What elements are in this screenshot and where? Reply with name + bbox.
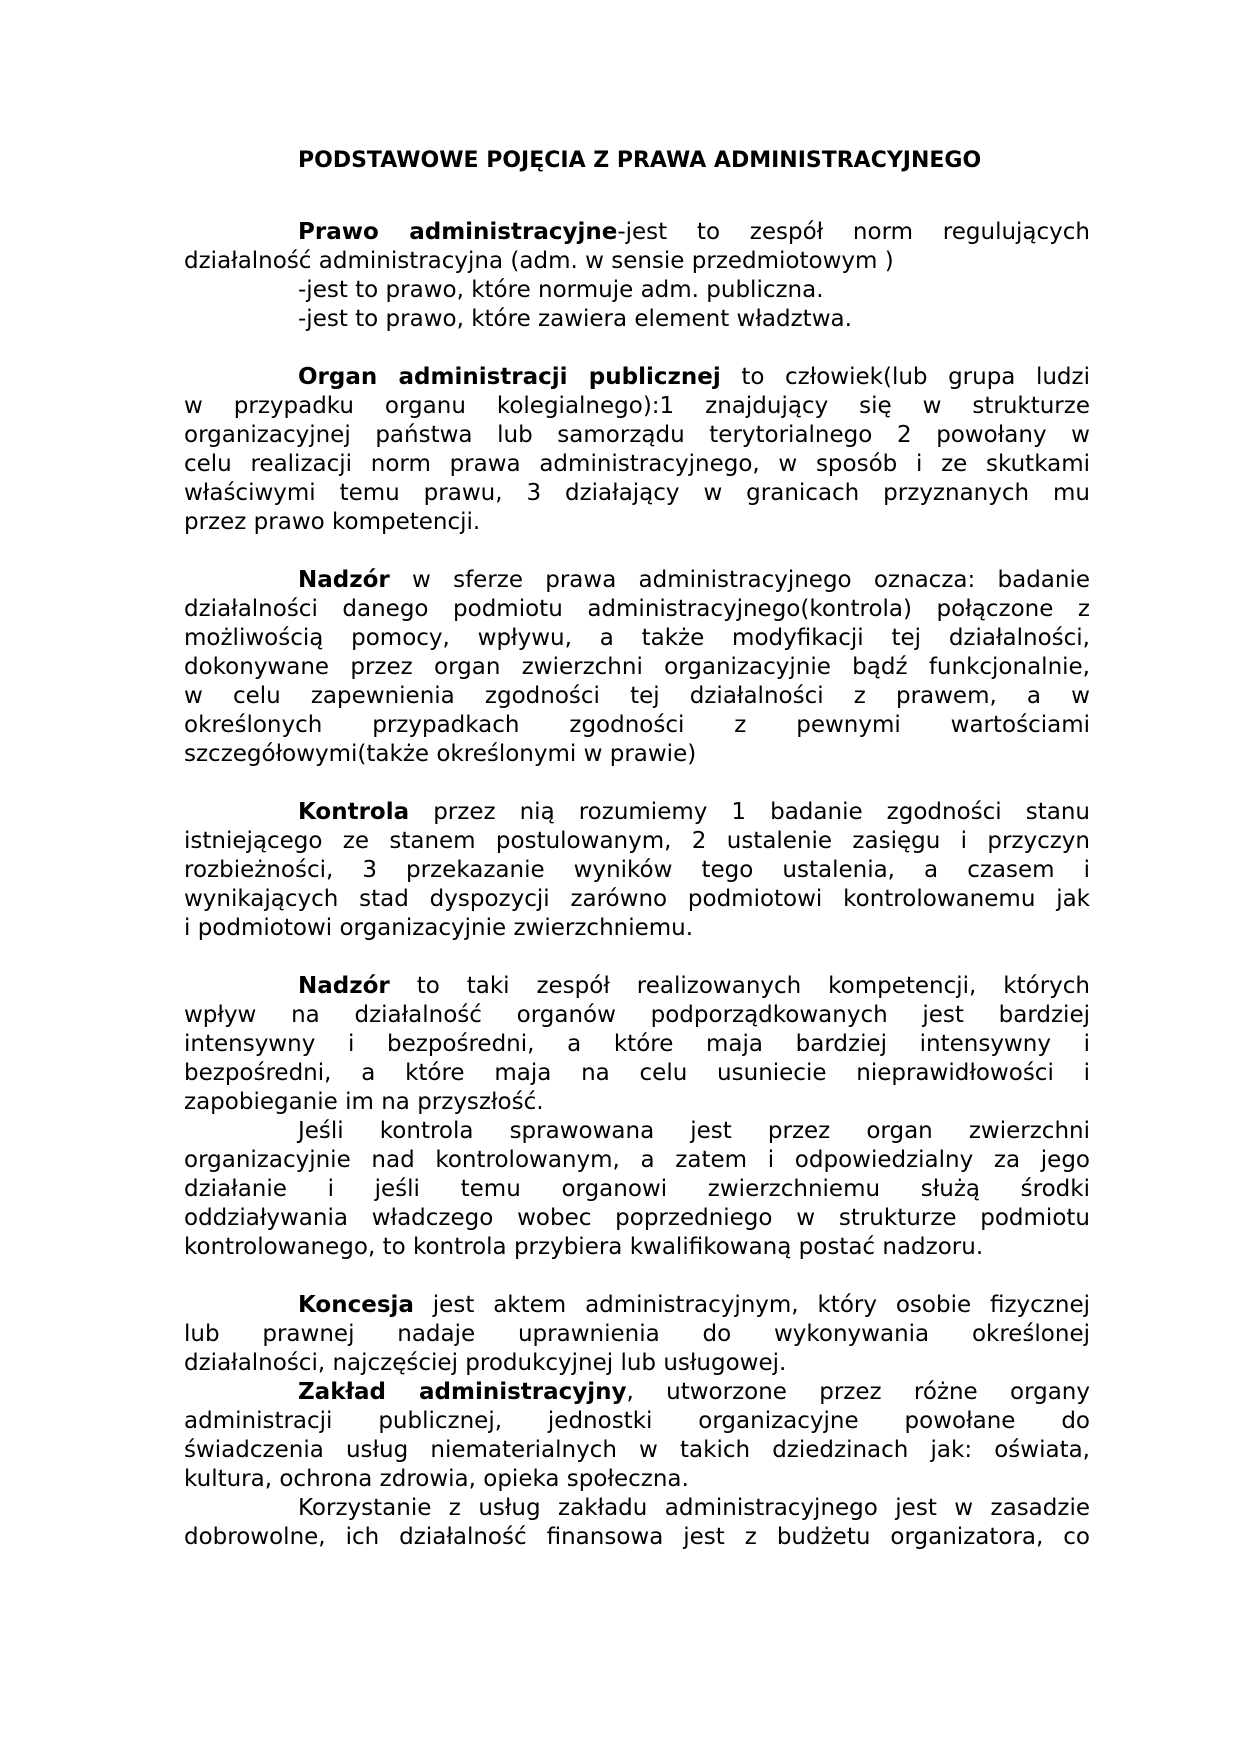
text-line: w przypadku organu kolegialnego):1 znajdujący się w strukturze <box>184 393 1090 419</box>
text-line: i podmiotowi organizacyjnie zwierzchniemu. <box>184 915 694 941</box>
paragraph-nadzor-1 <box>184 566 1090 769</box>
text-line: określonych przypadkach zgodności z pewnymi wartościami <box>184 712 1090 738</box>
text-line: Prawo administracyjne-jest to zespół norm regulujących <box>298 219 1090 245</box>
text-line: Zakład administracyjny, utworzone przez różne organy <box>298 1379 1090 1405</box>
term-bold: Prawo administracyjne <box>298 219 618 245</box>
paragraph-kontrola <box>184 798 1090 943</box>
text-line: działalność administracyjna (adm. w sensie przedmiotowym ) <box>184 248 894 274</box>
text-line: świadczenia usług niematerialnych w takich dziedzinach jak: oświata, <box>184 1437 1090 1463</box>
text-line: działanie i jeśli temu organowi zwierzchniemu służą środki <box>184 1176 1090 1202</box>
document-page <box>184 146 1090 1552</box>
paragraph-zaklad-administracyjny <box>184 1378 1090 1552</box>
text-line: Koncesja jest aktem administracyjnym, który osobie fizycznej <box>298 1292 1090 1318</box>
text-line: -jest to prawo, które normuje adm. publiczna. <box>298 277 824 303</box>
text-line: w celu zapewnienia zgodności tej działalności z prawem, a w <box>184 683 1090 709</box>
term-bold: Organ administracji publicznej <box>298 364 721 390</box>
paragraph-prawo-administracyjne <box>184 218 1090 334</box>
paragraph-koncesja <box>184 1291 1090 1378</box>
text-line: celu realizacji norm prawa administracyjnego, w sposób i ze skutkami <box>184 451 1090 477</box>
text-line: działalności, najczęściej produkcyjnej lub usługowej. <box>184 1350 787 1376</box>
text-line: -jest to prawo, które zawiera element władztwa. <box>298 306 852 332</box>
text-line: Kontrola przez nią rozumiemy 1 badanie zgodności stanu <box>298 799 1090 825</box>
text-line: zapobieganie im na przyszłość. <box>184 1089 544 1115</box>
text-line: wpływ na działalność organów podporządkowanych jest bardziej <box>184 1002 1090 1028</box>
text-line: Korzystanie z usług zakładu administracyjnego jest w zasadzie <box>298 1495 1090 1521</box>
term-bold: Koncesja <box>298 1292 414 1318</box>
text-line: lub prawnej nadaje uprawnienia do wykonywania określonej <box>184 1321 1090 1347</box>
text-line: dobrowolne, ich działalność finansowa jest z budżetu organizatora, co <box>184 1524 1090 1550</box>
text-line: Organ administracji publicznej to człowiek(lub grupa ludzi <box>298 364 1090 390</box>
text-line: kontrolowanego, to kontrola przybiera kwalifikowaną postać nadzoru. <box>184 1234 984 1260</box>
text-line: dokonywane przez organ zwierzchni organizacyjnie bądź funkcjonalnie, <box>184 654 1090 680</box>
text-line: przez prawo kompetencji. <box>184 509 481 535</box>
text-line: Jeśli kontrola sprawowana jest przez organ zwierzchni <box>298 1118 1090 1144</box>
paragraph-nadzor-2 <box>184 972 1090 1262</box>
paragraph-organ-administracji <box>184 363 1090 537</box>
text-line: szczegółowymi(także określonymi w prawie) <box>184 741 697 767</box>
text-line: działalności danego podmiotu administracyjnego(kontrola) połączone z <box>184 596 1090 622</box>
text-line: właściwymi temu prawu, 3 działający w granicach przyznanych mu <box>184 480 1090 506</box>
term-bold: Kontrola <box>298 799 410 825</box>
text-line: organizacyjnie nad kontrolowanym, a zatem i odpowiedzialny za jego <box>184 1147 1090 1173</box>
text-line: możliwością pomocy, wpływu, a także modyfikacji tej działalności, <box>184 625 1090 651</box>
text-line: Nadzór to taki zespół realizowanych kompetencji, których <box>298 973 1090 999</box>
term-bold: Nadzór <box>298 973 390 999</box>
text-line: wynikających stad dyspozycji zarówno podmiotowi kontrolowanemu jak <box>184 886 1090 912</box>
text-line: Nadzór w sferze prawa administracyjnego oznacza: badanie <box>298 567 1090 593</box>
text-line: bezpośredni, a które maja na celu usuniecie nieprawidłowości i <box>184 1060 1090 1086</box>
text-line: rozbieżności, 3 przekazanie wyników tego ustalenia, a czasem i <box>184 857 1090 883</box>
text-line: oddziaływania władczego wobec poprzedniego w strukturze podmiotu <box>184 1205 1090 1231</box>
term-bold: Zakład administracyjny <box>298 1379 627 1405</box>
text-line: intensywny i bezpośredni, a które maja bardziej intensywny i <box>184 1031 1090 1057</box>
text-line: organizacyjnej państwa lub samorządu terytorialnego 2 powołany w <box>184 422 1090 448</box>
text-line: kultura, ochrona zdrowia, opieka społeczna. <box>184 1466 689 1492</box>
document-title: PODSTAWOWE POJĘCIA Z PRAWA ADMINISTRACYJNEGO <box>298 148 982 173</box>
text-line: istniejącego ze stanem postulowanym, 2 ustalenie zasięgu i przyczyn <box>184 828 1090 854</box>
text-line: administracji publicznej, jednostki organizacyjne powołane do <box>184 1408 1090 1434</box>
term-bold: Nadzór <box>298 567 390 593</box>
